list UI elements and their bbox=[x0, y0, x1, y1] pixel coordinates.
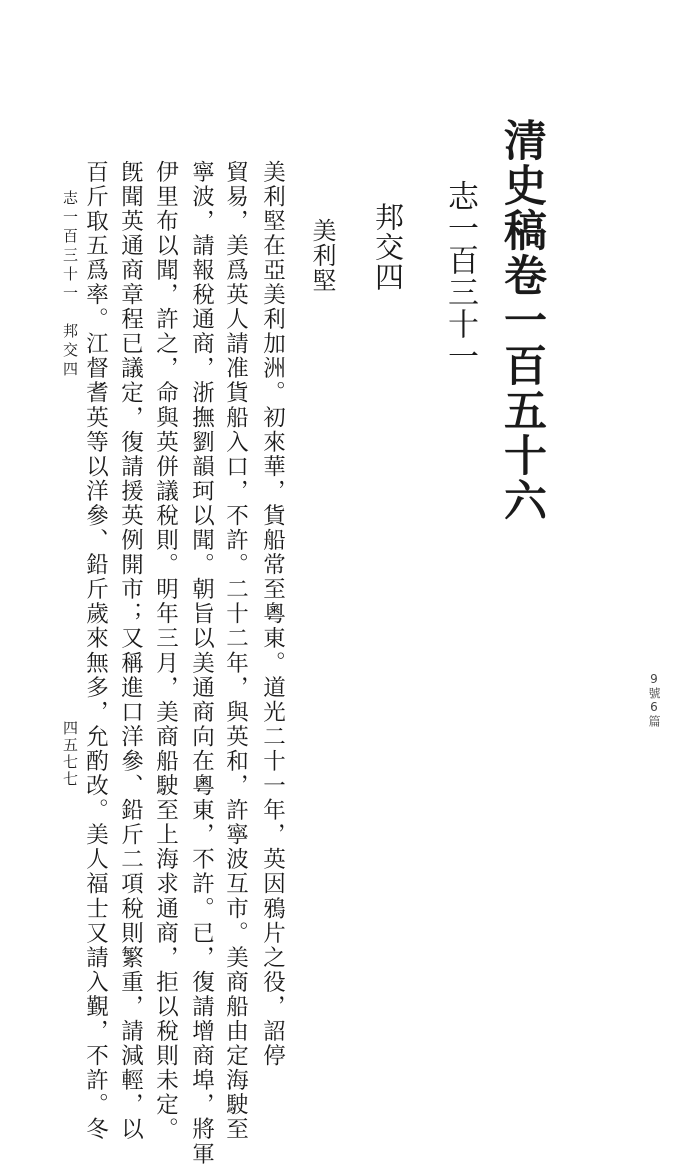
text-column-5: 旣聞英通商章程已議定，復請援英例開市；又稱進口洋參、鉛斤二項稅則繁重，請減輕，以 bbox=[117, 160, 144, 1142]
treatise-number: 志一百三十一 bbox=[442, 180, 478, 372]
margin-stamp: 9號6篇 bbox=[647, 672, 661, 728]
page-number: 四五七七 bbox=[61, 720, 79, 788]
text-column-6: 百斤取五爲率。江督耆英等以洋參、鉛斤歲來無多，允酌改。美人福士又請入覲，不許。冬 bbox=[82, 160, 109, 1142]
text-column-4: 伊里布以聞，許之，命與英併議稅則。明年三月，美商船駛至上海求通商，拒以稅則未定。 bbox=[152, 160, 179, 1142]
country-heading: 美利堅 bbox=[308, 218, 336, 293]
section-title: 邦交四 bbox=[371, 202, 405, 292]
running-head: 志一百三十一 邦交四 bbox=[61, 190, 79, 380]
text-column-1: 美利堅在亞美利加洲。初來華，貨船常至粵東。道光二十一年，英因鴉片之役，詔停 bbox=[259, 160, 286, 1069]
chapter-title: 清史稿卷一百五十六 bbox=[497, 118, 547, 523]
text-column-2: 貿易，美爲英人請准貨船入口，不許。二十二年，與英和，許寧波互市。美商船由定海駛至 bbox=[222, 160, 249, 1142]
text-column-3: 寧波，請報稅通商，浙撫劉韻珂以聞。朝旨以美通商向在粵東，不許。已，復請增商埠，將軍 bbox=[188, 160, 215, 1167]
